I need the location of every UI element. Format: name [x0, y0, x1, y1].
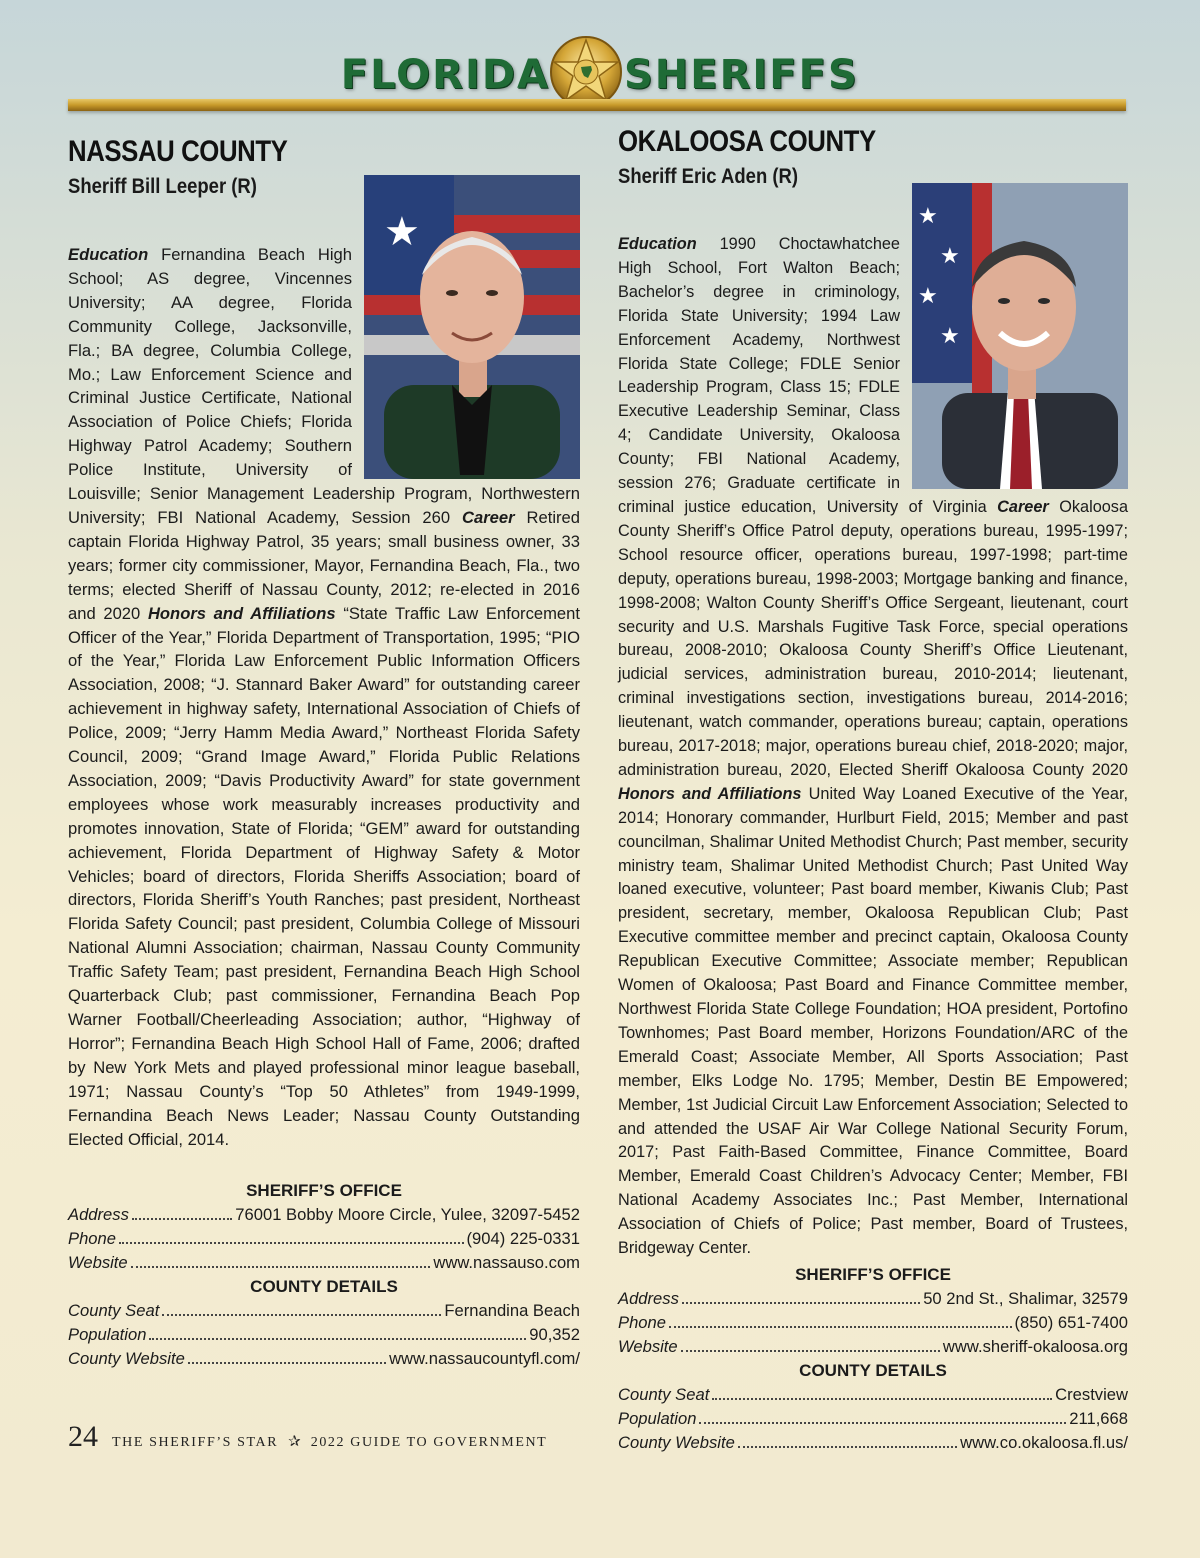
sheriffs-office-list — [618, 1287, 1128, 1359]
detail-label: Address — [618, 1288, 679, 1308]
detail-value: 50 2nd St., Shalimar, 32579 — [923, 1288, 1128, 1308]
dot-leader — [669, 1326, 1012, 1328]
sheriff-bio — [618, 204, 1129, 1261]
detail-row — [68, 1299, 580, 1323]
sheriff-name: Sheriff Eric Aden (R) — [618, 165, 799, 188]
detail-row — [618, 1431, 1128, 1455]
detail-row — [618, 1311, 1128, 1335]
bio-keyword: Career — [461, 507, 515, 527]
detail-value: www.nassauso.com — [433, 1253, 580, 1273]
dot-leader — [132, 1218, 232, 1220]
detail-label: Website — [68, 1253, 128, 1273]
detail-label: County Website — [618, 1432, 735, 1452]
detail-row — [68, 1227, 580, 1251]
county-name: OKALOOSA COUNTY — [618, 125, 876, 158]
bio-keyword: Honors and Affiliations — [618, 784, 802, 803]
bio-keyword: Education — [618, 235, 697, 253]
guide-title: 2022 GUIDE TO GOVERNMENT — [310, 1435, 548, 1450]
dot-leader — [149, 1338, 526, 1340]
bio-keyword: Honors and Affiliations — [147, 603, 336, 623]
svg-text:★: ★ — [940, 324, 960, 349]
bio-segment: “State Traffic Law Enforcement Officer of the Year,” Florida Department of Transportation, 1995; “PIO of the Year,” Florida Law Enforcement Public Information Officers Association, 2008; “J. Stannard Baker Award” for outstanding career achievement in highway safety, International Association of Chiefs of Police, 2009; “Jerry Hamm Media Award,” Northeast Florida Safety Council, 2009; “Grand Image Award,” Florida Public Relations Association, 2009; “Davis Productivity Award” for state government employees whose work measurably increases productivity and promotes innovation, State of Florida; “GEM” award for outstanding achievement, Florida Department of Highway Safety & Motor Vehicles; board of directors, Florida Sheriffs Association; board of directors, Florida Sheriff’s Youth Ranches; past president, Northeast Florida Safety Council; past president, Columbia College of Missouri National Alumni Association; chairman, Nassau County Community Traffic Safety Team; past president, Fernandina Beach High School Quarterback Club; past commissioner, Fernandina Beach Pop Warner Football/Cheerleading Association; author, “Highway of Horror”; Fernandina Beach High School Hall of Fame, 2006; drafted by New York Mets and played professional minor league baseball, 1971; Nassau County’s “Top 50 Athletes” from 1949-1999, Fernandina Beach News Leader; Nassau County Outstanding Elected Official, 2014. — [68, 603, 580, 1149]
page-footer — [68, 1420, 588, 1460]
detail-label: County Website — [68, 1349, 185, 1369]
county-details-heading: COUNTY DETAILS — [799, 1360, 947, 1380]
detail-row — [68, 1347, 580, 1371]
detail-row — [68, 1251, 580, 1275]
bio-segment: United Way Loaned Executive of the Year, 2014; Honorary commander, Hurlburt Field, 2015; Member and past councilman, Shalimar United Methodist Church; Past member, security ministry team, Shalimar United Methodist Church; Past United Way loaned executive, volunteer; Past board member, Kiwanis Club; Past president, secretary, member, Okaloosa Republican Club; Past Executive committee member and precinct captain, Okaloosa County Republican Executive Committee; Associate member; Republican Women of Okaloosa; Past Board and Finance Committee member, Northwest Florida State College Foundation; HOA president, Portofino Townhomes; Past Board member, Horizons Foundation/ARC of the Emerald Coast; Associate Member, All Sports Association; Past member, Elks Lodge No. 1795; Member, Destin BE Empowered; Member, 1st Judicial Circuit Law Enforcement Association; Selected to and attended the USAF Air War College National Security Forum, 2017; Past Faith-Based Committee, Finance Committee, Board Member, Emerald Coast Children’s Advocacy Center; Member, FBI National Academy Associates Inc.; Past Member, International Association of Chiefs of Police; Past member, Board of Trustees, Bridgeway Center. — [618, 784, 1128, 1258]
detail-row — [618, 1287, 1128, 1311]
detail-row — [618, 1383, 1128, 1407]
county-name: NASSAU COUNTY — [68, 135, 288, 168]
page-number: 24 — [68, 1420, 98, 1453]
sheriff-bio — [68, 209, 580, 1151]
county-details-list — [68, 1299, 580, 1371]
detail-value: 211,668 — [1069, 1408, 1128, 1428]
gold-rule — [68, 99, 1126, 111]
dot-leader — [188, 1362, 386, 1364]
sheriffs-office-heading: SHERIFF’S OFFICE — [795, 1264, 951, 1284]
detail-row — [618, 1335, 1128, 1359]
dot-leader — [738, 1446, 957, 1448]
svg-text:★: ★ — [918, 204, 938, 229]
detail-value: Fernandina Beach — [444, 1301, 580, 1321]
bio-segment: Retired captain Florida Highway Patrol, 35 years; small business owner, 33 years; former city commissioner, Mayor, Fernandina Beach, Fla., two terms; elected Sheriff of Nassau County, 2012; re-elected in 2016 and 2020 — [68, 507, 580, 623]
bio-segment: Fernandina Beach High School; AS degree, Vincennes University; AA degree, Florida Community College, Jacksonville, Fla.; BA degree, Columbia College, Mo.; Law Enforcement Science and Criminal Justice Certificate, National Association of Police Chiefs; Florida Highway Patrol Academy; Southern Police Institute, University of Louisville; Senior Management Leadership Program, Northwestern University; FBI National Academy, Session 260 — [68, 245, 580, 527]
svg-text:★: ★ — [940, 244, 960, 269]
portrait-illustration — [912, 183, 1128, 489]
detail-row — [618, 1407, 1128, 1431]
detail-label: Population — [618, 1408, 697, 1428]
detail-row — [68, 1323, 580, 1347]
detail-label: Phone — [618, 1312, 666, 1332]
detail-value: www.nassaucountyfl.com/ — [389, 1349, 580, 1369]
bio-segment: 1990 Choctawhatchee High School, Fort Walton Beach; Bachelor’s degree in criminology, Florida State University; 1994 Law Enforcement Academy, Northwest Florida State College; FDLE Senior Leadership Program, Class 15; FDLE Executive Leadership Seminar, Class 4; Candidate University, Okaloosa County; FBI National Academy, session 276; Graduate certificate in criminal justice education, University of Virginia — [618, 235, 998, 516]
masthead — [0, 30, 1200, 100]
detail-label: Phone — [68, 1229, 116, 1249]
detail-label: County Seat — [618, 1384, 710, 1404]
publication-name: THE SHERIFF’S STAR — [112, 1435, 279, 1450]
okaloosa-column — [618, 125, 1128, 1455]
svg-text:★: ★ — [384, 209, 420, 255]
svg-text:★: ★ — [918, 284, 938, 309]
detail-label: County Seat — [68, 1301, 160, 1321]
bio-keyword: Education — [68, 245, 149, 264]
county-details-list — [618, 1383, 1128, 1455]
sheriffs-office-list — [68, 1203, 580, 1275]
dot-leader — [119, 1242, 464, 1244]
detail-label: Population — [68, 1325, 147, 1345]
sheriffs-office-heading: SHERIFF’S OFFICE — [246, 1181, 402, 1201]
masthead-sheriffs: SHERIFFS — [624, 52, 859, 98]
detail-row — [68, 1203, 580, 1227]
dot-leader — [681, 1350, 940, 1352]
bio-keyword: Career — [997, 497, 1049, 516]
nassau-column — [68, 135, 580, 1371]
detail-value: 90,352 — [529, 1325, 580, 1345]
dot-leader — [162, 1314, 441, 1316]
detail-label: Address — [68, 1205, 129, 1225]
dot-leader — [131, 1266, 431, 1268]
sheriff-photo — [364, 175, 580, 479]
dot-leader — [699, 1422, 1066, 1424]
dot-leader — [712, 1398, 1052, 1400]
detail-value: www.sheriff-okaloosa.org — [942, 1336, 1128, 1356]
sheriff-name: Sheriff Bill Leeper (R) — [68, 175, 257, 198]
detail-label: Website — [618, 1336, 678, 1356]
dot-leader — [682, 1302, 920, 1304]
masthead-florida: FLORIDA — [340, 52, 550, 98]
sheriff-photo — [912, 183, 1128, 489]
star-icon: ✰ — [288, 1433, 301, 1450]
county-details-heading: COUNTY DETAILS — [250, 1277, 398, 1297]
detail-value: Crestview — [1055, 1384, 1128, 1404]
bio-segment: Okaloosa County Sheriff’s Office Patrol deputy, operations bureau, 1995-1997; School resource officer, operations bureau, 1997-1998; part-time deputy, operations bureau, 1998-2003; Mortgage banking and finance, 1998-2008; Walton County Sheriff’s Office Sergeant, lieutenant, court security and U.S. Marshals Fugitive Task Force, special operations bureau, 2008-2010; Okaloosa County Sheriff’s Office Lieutenant, judicial services, administration bureau, 2010-2014; lieutenant, criminal investigations section, investigations bureau, 2014-2016; lieutenant, watch commander, operations bureau; captain, operations bureau, 2017-2018; major, operations bureau chief, 2018-2020; major, administration bureau, 2020, Elected Sheriff Okaloosa County 2020 — [618, 497, 1129, 779]
detail-value: 76001 Bobby Moore Circle, Yulee, 32097-5452 — [235, 1205, 580, 1225]
detail-value: (904) 225-0331 — [466, 1229, 580, 1249]
detail-value: (850) 651-7400 — [1014, 1312, 1128, 1332]
portrait-illustration — [364, 175, 580, 479]
detail-value: www.co.okaloosa.fl.us/ — [960, 1432, 1128, 1452]
